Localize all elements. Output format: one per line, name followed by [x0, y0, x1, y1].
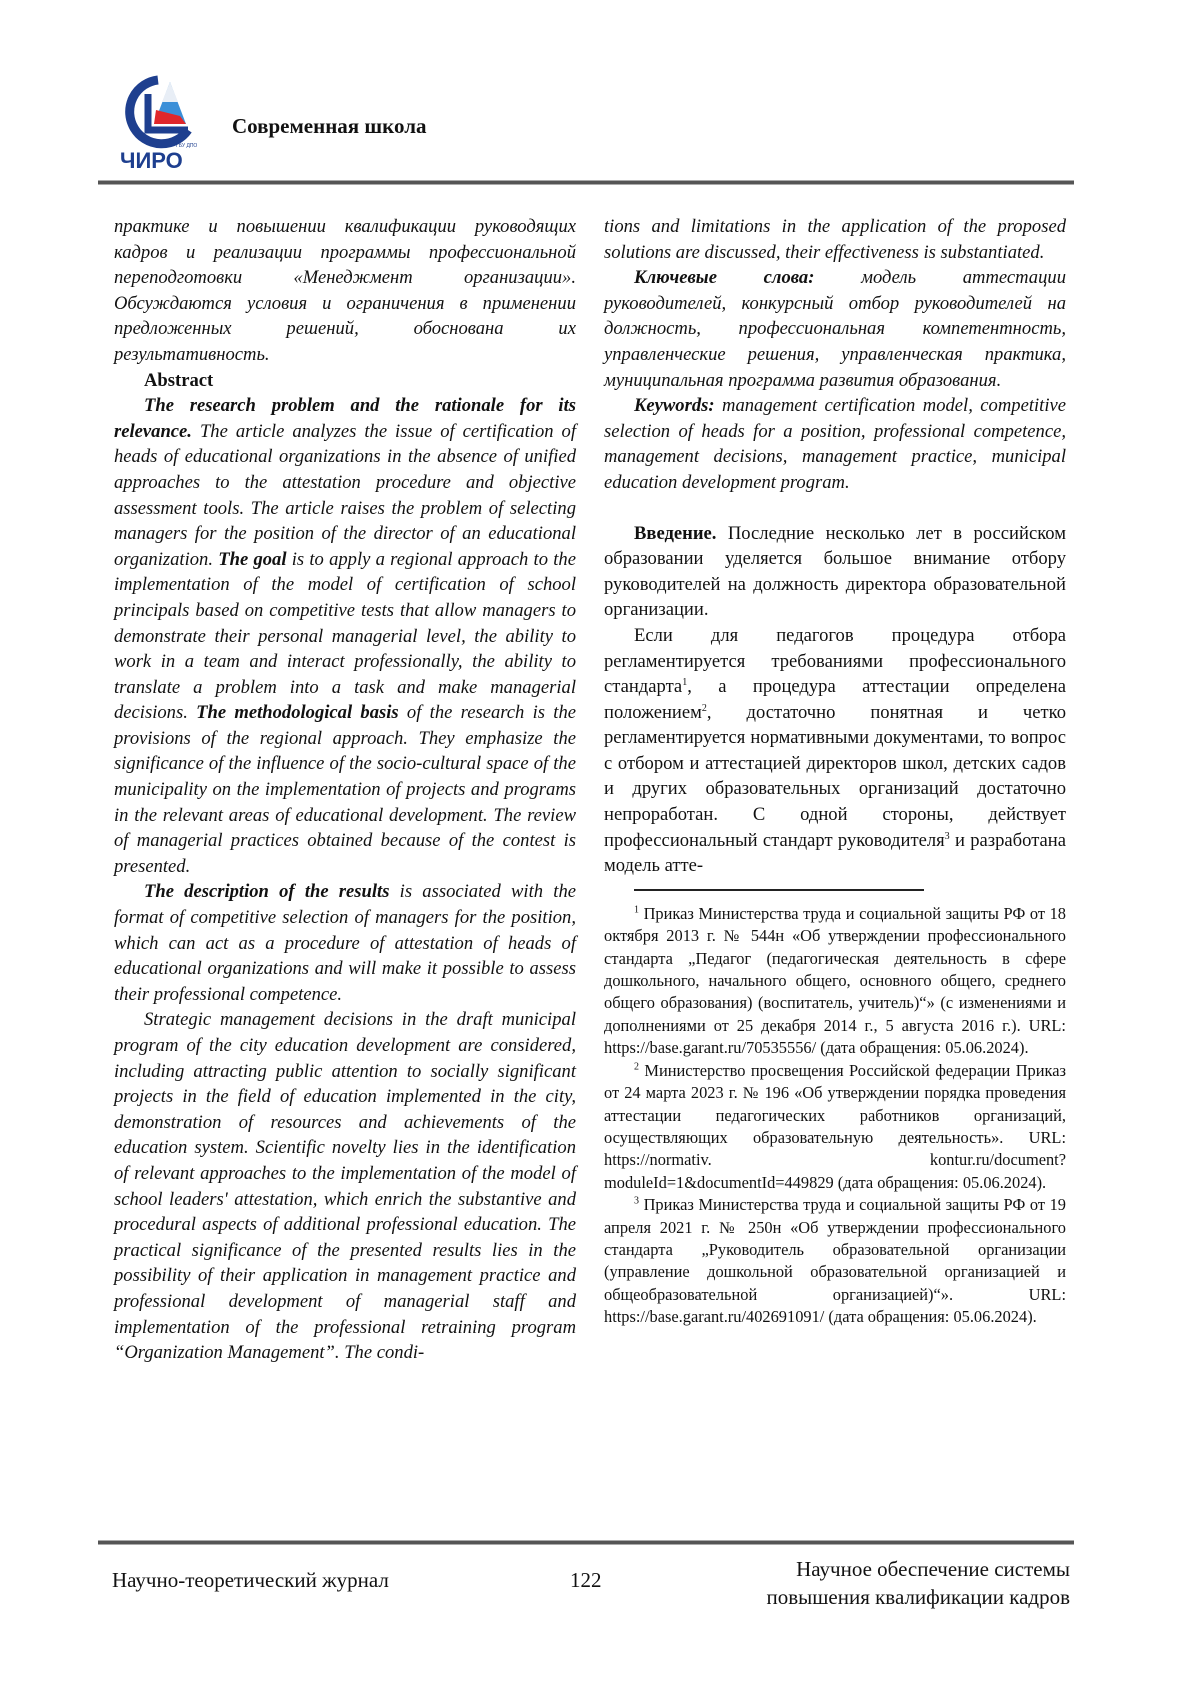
- page-number: 122: [570, 1568, 602, 1592]
- bold-lead-method: The methodological basis: [196, 702, 399, 724]
- text-segment: The article analyzes the issue of certification of heads of educational organizations in the absence of unified approaches to the attestation procedure and objective assessment tools. The article raises the problem of selecting managers for the position of the director of an educational organization.: [114, 420, 576, 570]
- footer-section-title: [766, 1555, 1070, 1611]
- footnote-1: [604, 903, 1066, 1060]
- keywords-ru-label: Ключевые слова:: [634, 267, 815, 289]
- keywords-en-label: Keywords:: [634, 395, 715, 417]
- text-segment: , достаточно понятная и четко регламентируется нормативными документами, то вопрос с отбором и аттестацией директоров школ, детских садов и других образовательных организаций достаточно непроработан. С одной стороны, действует профессиональный стандарт руководителя: [604, 701, 1066, 851]
- text-segment: Если для педагогов процедура отбора регламентируется требованиями профессионального стандарта: [604, 624, 1066, 698]
- footnote-2: [604, 1060, 1066, 1194]
- footnote-number: 2: [634, 1061, 639, 1073]
- footnote-text: Министерство просвещения Российской федерации Приказ от 24 марта 2023 г. № 196 «Об утверждении порядка проведения аттестации педагогических работников организаций, осуществляющих образовательную деятельность». URL: https://normativ. kontur.ru/document?moduleId=1&documentId=449829 (дата обращения: 05.06.2024).: [604, 1060, 1066, 1192]
- abstract-paragraph-2: [114, 879, 576, 1007]
- logo-emblem-icon: [118, 72, 208, 172]
- journal-title: Современная школа: [232, 114, 427, 138]
- footnote-3: [604, 1194, 1066, 1328]
- footnote-ref-3[interactable]: 3: [944, 830, 950, 842]
- footer-divider: [98, 1540, 1074, 1545]
- right-column: [604, 214, 1066, 1329]
- keywords-ru-text: модель аттестации руководителей, конкурсный отбор руководителей на должность, профессиональная компетентность, управленческие решения, управленческая практика, муниципальная программа развития образования.: [604, 267, 1066, 391]
- text-segment: is to apply a regional approach to the implementation of the model of certification of school principals based on competitive tests that allow managers to demonstrate their personal managerial level, the ability to work in a team and interact professionally, the ability to translate a problem into a task and make managerial decisions.: [114, 548, 576, 724]
- header-divider: [98, 180, 1074, 185]
- bold-lead-results: The description of the results: [144, 881, 390, 903]
- footnote-text: Приказ Министерства труда и социальной защиты РФ от 19 апреля 2021 г. № 250н «Об утверждении профессионального стандарта „Руководитель образовательной организации (управление дошкольной образовательной организацией и общеобразовательной организацией)“». URL: https://base.garant.ru/402691091/ (дата обращения: 05.06.2024).: [604, 1195, 1066, 1327]
- keywords-en-text: management certification model, competitive selection of heads for a position, professional competence, management decisions, management practice, municipal education development program.: [604, 395, 1066, 493]
- abstract-heading: Abstract: [144, 369, 214, 391]
- text-segment: и разработана модель атте-: [604, 829, 1066, 877]
- footer-section-line-2: повышения квалификации кадров: [766, 1585, 1070, 1609]
- text-segment: is associated with the format of competitive selection of managers for the position, which can act as a procedure of attestation of heads of educational organizations and will make it possible to assess their professional competence.: [114, 881, 576, 1005]
- introduction-label: Введение.: [634, 522, 717, 544]
- abstract-paragraph-1: [114, 393, 576, 879]
- keywords-en: [604, 393, 1066, 495]
- bold-lead-problem: The research problem and the rationale for its relevance.: [114, 395, 576, 442]
- spacer: [604, 496, 1066, 521]
- body-paragraph: [604, 623, 1066, 879]
- text-segment: of the research is the provisions of the regional approach. They emphasize the significance of the influence of the socio-cultural space of the municipality on the implementation of projects and programs in the relevant areas of educational development. The review of managerial practices obtained because of the contest is presented.: [114, 702, 577, 877]
- footnote-divider: [634, 889, 924, 891]
- ru-abstract-tail: практике и повышении квалификации руководящих кадров и реализации программы профессиональной переподготовки «Менеджмент организации». Обсуждаются условия и ограничения в применении предложенных решений, обоснована их результативность.: [114, 216, 576, 365]
- logo-subtext: ГБУ ДПО: [176, 143, 198, 149]
- footnote-number: 1: [634, 904, 639, 916]
- footnote-ref-1[interactable]: 1: [682, 676, 688, 688]
- keywords-ru: [604, 265, 1066, 393]
- chiro-logo: [118, 72, 208, 172]
- footnote-number: 3: [634, 1195, 639, 1207]
- footer-journal-type: Научно-теоретический журнал: [112, 1568, 389, 1592]
- abstract-paragraph-3-continued: tions and limitations in the application of the proposed solutions are discussed, their effectiveness is substantiated.: [604, 216, 1066, 263]
- footnote-text: Приказ Министерства труда и социальной защиты РФ от 18 октября 2013 г. № 544н «Об утверждении профессионального стандарта „Педагог (педагогическая деятельность в сфере дошкольного, начального общего, основного общего, среднего общего образования) (воспитатель, учитель)“» (с изменениями и дополнениями от 25 декабря 2014 г., 5 августа 2016 г.). URL: https://base.garant.ru/70535556/ (дата обращения: 05.06.2024).: [604, 903, 1066, 1058]
- introduction-paragraph: [604, 521, 1066, 623]
- abstract-paragraph-3: Strategic management decisions in the draft municipal program of the city education development are considered, including attracting public attention to socially significant projects in the field of education implemented in the city, demonstration of resources and achievements of the education system. Scientific novelty lies in the identification of relevant approaches to the implementation of the model of school leaders' attestation, which enrich the substantive and procedural aspects of additional professional education. The practical significance of the presented results lies in the possibility of their application in management practice and professional development of managerial staff and implementation of the professional retraining program “Organization Management”. The condi-: [114, 1009, 576, 1364]
- footnote-ref-2[interactable]: 2: [701, 702, 707, 714]
- page-header: [104, 62, 1074, 182]
- text-segment: Последние несколько лет в российском образовании уделяется большое внимание отбору руководителей на должность директора образовательной организации.: [604, 522, 1066, 621]
- text-segment: , а процедура аттестации определена положением: [604, 676, 1066, 723]
- left-column: [114, 214, 576, 1366]
- logo-text: ЧИРО: [120, 148, 183, 172]
- footer-section-line-1: Научное обеспечение системы: [796, 1557, 1070, 1581]
- bold-lead-goal: The goal: [218, 548, 287, 570]
